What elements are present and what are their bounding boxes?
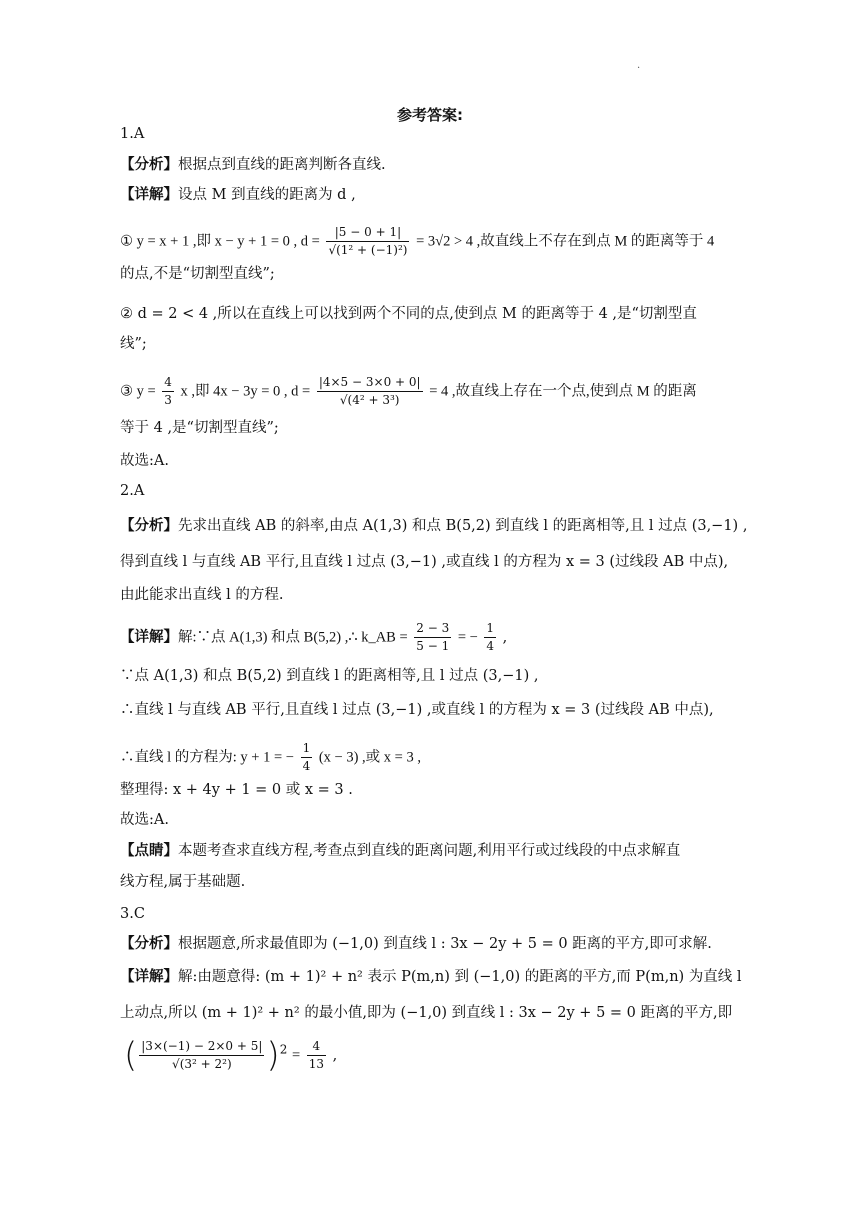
detail-start: 解:∵点 A(1,3) 和点 B(5,2) ,∴ k_AB = bbox=[178, 629, 408, 646]
analysis-tag: 【分析】 bbox=[120, 157, 178, 173]
case-3-start: ③ y = bbox=[120, 383, 156, 400]
q1-case-1-cont: 的点,不是“切割型直线”; bbox=[120, 266, 275, 282]
distance-fraction-3 bbox=[317, 374, 423, 409]
q2-detail-3: ∴直线 l 与直线 AB 平行,且直线 l 过点 (3,−1) ,或直线 l 的方程为 x = 3 (过线段 AB 中点), bbox=[120, 702, 714, 718]
distance-fraction-1 bbox=[326, 224, 409, 259]
fraction-denominator: 4 bbox=[302, 759, 311, 773]
detail-mid: = − bbox=[457, 629, 478, 646]
q3-detail-3 bbox=[124, 1035, 338, 1076]
q1-case-2-cont: 线”; bbox=[120, 336, 147, 352]
analysis-tag: 【分析】 bbox=[120, 936, 178, 952]
q2-detail-4 bbox=[120, 740, 421, 775]
fraction-numerator: 1 bbox=[484, 620, 496, 638]
q2-detail-2: ∵点 A(1,3) 和点 B(5,2) 到直线 l 的距离相等,且 l 过点 (3,−1) , bbox=[120, 668, 539, 684]
analysis-tag: 【分析】 bbox=[120, 518, 178, 534]
q3-number: 3.C bbox=[120, 906, 145, 922]
fraction-numerator: |4×5 − 3×0 + 0| bbox=[317, 374, 423, 392]
q1-detail bbox=[120, 185, 356, 205]
fraction-denominator: √(4² + 3³) bbox=[339, 393, 400, 407]
fraction-denominator: 5 − 1 bbox=[416, 639, 450, 653]
q1-case-1 bbox=[120, 224, 714, 259]
remark-text: 本题考查求直线方程,考查点到直线的距离问题,利用平行或过线段的中点求解直 bbox=[178, 843, 681, 859]
q1-number: 1.A bbox=[120, 126, 145, 142]
header-mark: . bbox=[637, 60, 641, 71]
slope-value-fraction bbox=[484, 620, 496, 655]
detail-tag: 【详解】 bbox=[120, 969, 178, 985]
case-1-end: = 3√2 > 4 ,故直线上不存在到点 M 的距离等于 4 bbox=[416, 233, 715, 250]
q1-choice: 故选:A. bbox=[120, 453, 169, 469]
q2-analysis-3: 由此能求出直线 l 的方程. bbox=[120, 587, 284, 603]
equals-sign: = bbox=[291, 1047, 301, 1064]
q1-case-3-cont: 等于 4 ,是“切割型直线”; bbox=[120, 420, 279, 436]
detail-end: , bbox=[502, 629, 508, 646]
square-exponent: 2 bbox=[279, 1042, 288, 1057]
analysis-text: 根据题意,所求最值即为 (−1,0) 到直线 l : 3x − 2y + 5 = 0 距离的平方,即可求解. bbox=[178, 936, 712, 952]
equation-start: ∴直线 l 的方程为: y + 1 = − bbox=[120, 749, 294, 766]
q2-remark bbox=[120, 841, 680, 861]
remark-tag: 【点睛】 bbox=[120, 843, 178, 859]
fraction-denominator: 3 bbox=[164, 393, 172, 407]
detail-text: 解:由题意得: (m + 1)² + n² 表示 P(m,n) 到 (−1,0) 的距离的平方,而 P(m,n) 为直线 l bbox=[178, 969, 742, 985]
q2-analysis-2: 得到直线 l 与直线 AB 平行,且直线 l 过点 (3,−1) ,或直线 l 的方程为 x = 3 (过线段 AB 中点), bbox=[120, 554, 729, 570]
q2-number: 2.A bbox=[120, 483, 145, 499]
fraction-numerator: 1 bbox=[301, 740, 313, 758]
slope-fraction bbox=[162, 374, 174, 409]
left-paren: ( bbox=[124, 1035, 138, 1076]
detail-tag: 【详解】 bbox=[120, 629, 178, 646]
analysis-text: 先求出直线 AB 的斜率,由点 A(1,3) 和点 B(5,2) 到直线 l 的距离相等,且 l 过点 (3,−1) , bbox=[178, 518, 748, 534]
q1-analysis bbox=[120, 155, 386, 175]
q2-analysis bbox=[120, 516, 747, 536]
equation-fraction bbox=[301, 740, 313, 775]
fraction-numerator: |5 − 0 + 1| bbox=[326, 224, 409, 242]
equation-end: (x − 3) ,或 x = 3 , bbox=[318, 749, 421, 766]
q3-detail bbox=[120, 967, 742, 987]
fraction-numerator: 4 bbox=[307, 1038, 326, 1056]
slope-fraction bbox=[414, 620, 451, 655]
q2-choice: 故选:A. bbox=[120, 812, 169, 828]
fraction-denominator: √(3² + 2²) bbox=[172, 1057, 232, 1071]
detail-tag: 【详解】 bbox=[120, 187, 178, 203]
case-3-mid: x ,即 4x − 3y = 0 , d = bbox=[180, 383, 311, 400]
distance-fraction bbox=[139, 1038, 264, 1073]
fraction-numerator: 4 bbox=[162, 374, 174, 392]
q1-case-2: ② d = 2 < 4 ,所以在直线上可以找到两个不同的点,使到点 M 的距离等于 4 ,是“切割型直 bbox=[120, 306, 697, 322]
fraction-denominator: 13 bbox=[308, 1057, 325, 1071]
q2-remark-2: 线方程,属于基础题. bbox=[120, 874, 246, 890]
q2-result: 整理得: x + 4y + 1 = 0 或 x = 3 . bbox=[120, 782, 353, 798]
q1-case-3 bbox=[120, 374, 697, 409]
result-fraction bbox=[307, 1038, 326, 1073]
case-1-start: ① y = x + 1 ,即 x − y + 1 = 0 , d = bbox=[120, 233, 320, 250]
page-title: 参考答案: bbox=[397, 106, 463, 124]
q3-analysis bbox=[120, 934, 712, 954]
right-paren: ) bbox=[266, 1035, 280, 1076]
trailing-comma: , bbox=[332, 1047, 338, 1064]
detail-text: 设点 M 到直线的距离为 d , bbox=[178, 187, 356, 203]
q3-detail-2: 上动点,所以 (m + 1)² + n² 的最小值,即为 (−1,0) 到直线 l : 3x − 2y + 5 = 0 距离的平方,即 bbox=[120, 1005, 733, 1021]
fraction-denominator: 4 bbox=[486, 639, 495, 653]
case-3-end: = 4 ,故直线上存在一个点,使到点 M 的距离 bbox=[429, 383, 697, 400]
fraction-numerator: |3×(−1) − 2×0 + 5| bbox=[139, 1038, 264, 1056]
fraction-numerator: 2 − 3 bbox=[414, 620, 451, 638]
analysis-text: 根据点到直线的距离判断各直线. bbox=[178, 157, 386, 173]
fraction-denominator: √(1² + (−1)²) bbox=[328, 243, 408, 257]
q2-detail bbox=[120, 620, 507, 655]
